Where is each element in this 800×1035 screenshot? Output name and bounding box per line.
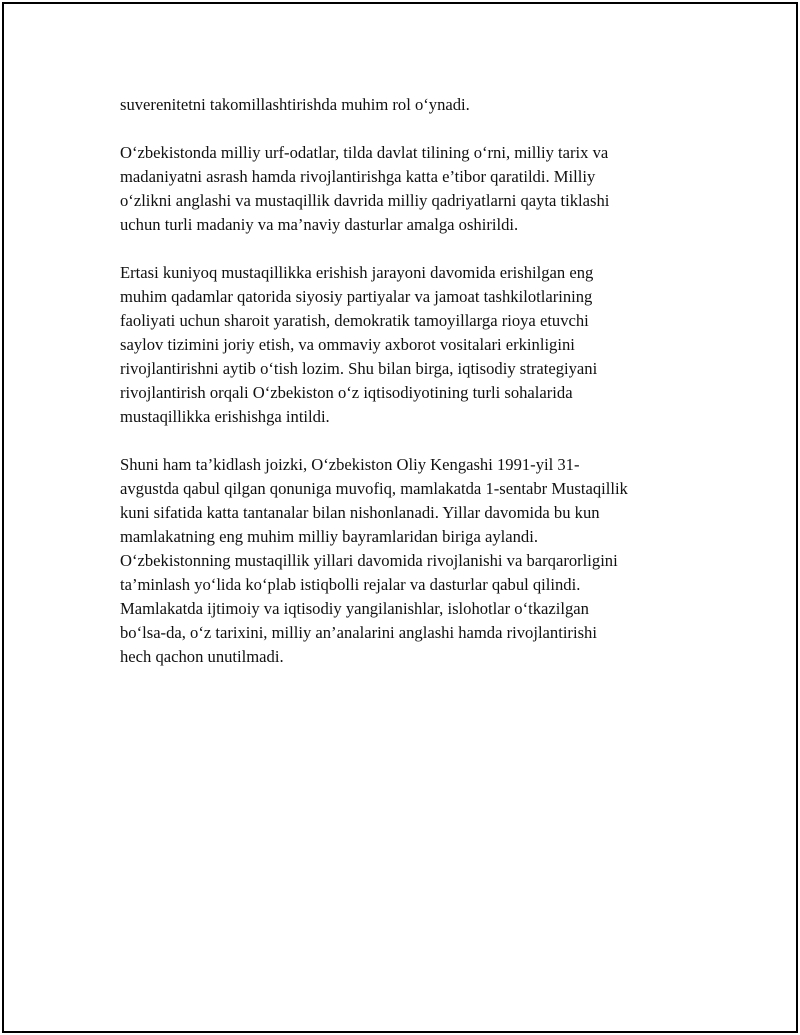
text-line: O‘zbekistonda milliy urf-odatlar, tilda davlat tilining o‘rni, milliy tarix va <box>120 143 609 162</box>
text-line: hech qachon unutilmadi. <box>120 647 284 666</box>
paragraph-1 <box>120 93 710 117</box>
text-line: faoliyati uchun sharoit yaratish, demokratik tamoyillarga rioya etuvchi <box>120 311 589 330</box>
text-line: rivojlantirish orqali O‘zbekiston o‘z iqtisodiyotining turli sohalarida <box>120 383 573 402</box>
text-line: bo‘lsa-da, o‘z tarixini, milliy an’analarini anglashi hamda rivojlantirishi <box>120 623 597 642</box>
text-line: ta’minlash yo‘lida ko‘plab istiqbolli rejalar va dasturlar qabul qilindi. <box>120 575 581 594</box>
paragraph-4 <box>120 453 710 669</box>
text-line: suverenitetni takomillashtirishda muhim rol o‘ynadi. <box>120 95 470 114</box>
text-line: rivojlantirishni aytib o‘tish lozim. Shu bilan birga, iqtisodiy strategiyani <box>120 359 598 378</box>
text-line: mamlakatning eng muhim milliy bayramlaridan biriga aylandi. <box>120 527 538 546</box>
text-line: Ertasi kuniyoq mustaqillikka erishish jarayoni davomida erishilgan eng <box>120 263 594 282</box>
text-line: madaniyatni asrash hamda rivojlantirishga katta e’tibor qaratildi. Milliy <box>120 167 596 186</box>
text-line: uchun turli madaniy va ma’naviy dasturlar amalga oshirildi. <box>120 215 519 234</box>
paragraph-2 <box>120 141 710 237</box>
text-line: O‘zbekistonning mustaqillik yillari davomida rivojlanishi va barqarorligini <box>120 551 618 570</box>
text-line: mustaqillikka erishishga intildi. <box>120 407 330 426</box>
text-line: saylov tizimini joriy etish, va ommaviy axborot vositalari erkinligini <box>120 335 575 354</box>
text-line: muhim qadamlar qatorida siyosiy partiyalar va jamoat tashkilotlarining <box>120 287 593 306</box>
text-line: o‘zlikni anglashi va mustaqillik davrida milliy qadriyatlarni qayta tiklashi <box>120 191 610 210</box>
paragraph-3 <box>120 261 710 429</box>
text-line: avgustda qabul qilgan qonuniga muvofiq, mamlakatda 1-sentabr Mustaqillik <box>120 479 628 498</box>
document-body <box>120 93 710 693</box>
text-line: Mamlakatda ijtimoiy va iqtisodiy yangilanishlar, islohotlar o‘tkazilgan <box>120 599 589 618</box>
text-line: Shuni ham ta’kidlash joizki, O‘zbekiston Oliy Kengashi 1991-yil 31- <box>120 455 580 474</box>
text-line: kuni sifatida katta tantanalar bilan nishonlanadi. Yillar davomida bu kun <box>120 503 600 522</box>
document-page <box>2 2 798 1033</box>
